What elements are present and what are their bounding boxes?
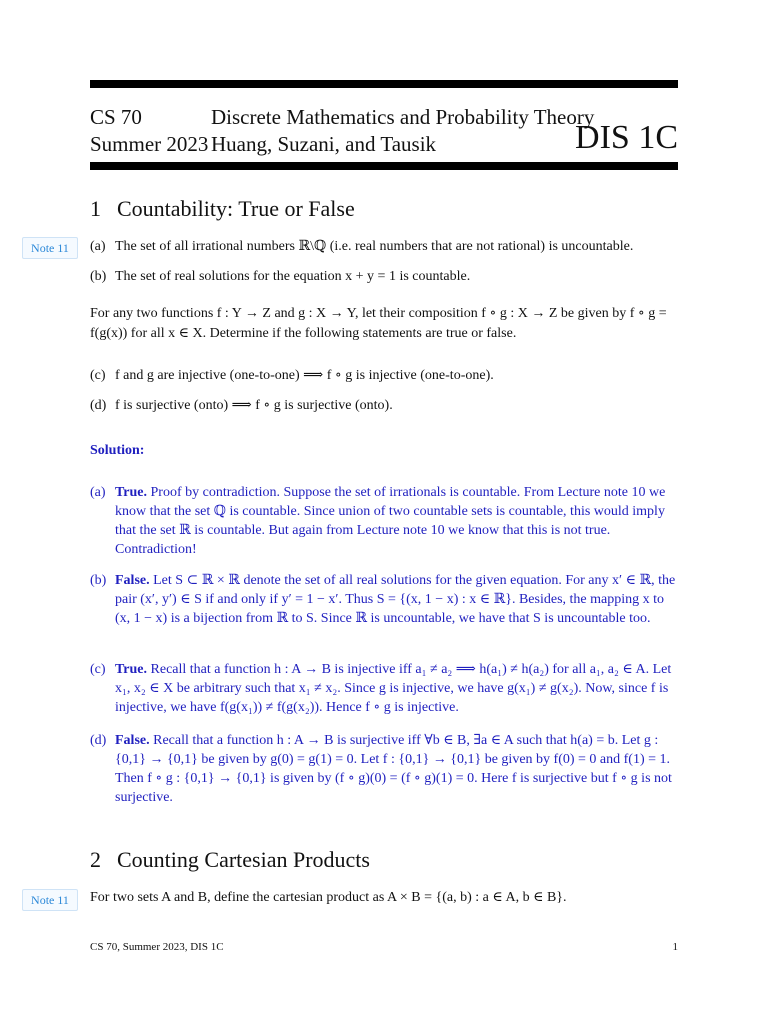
course-code: CS 70 xyxy=(90,105,142,129)
solution-c xyxy=(90,660,678,717)
solution-a-verdict: True. xyxy=(115,485,148,500)
note-link-section-2[interactable]: Note 11 xyxy=(22,889,78,911)
section-2-title: Counting Cartesian Products xyxy=(117,847,370,872)
question-b-label: (b) xyxy=(90,269,107,284)
note-link-section-1[interactable]: Note 11 xyxy=(22,237,78,259)
course-term: Summer 2023 xyxy=(90,132,209,156)
header-bottom-rule xyxy=(90,162,678,170)
solution-d xyxy=(90,731,678,807)
question-c xyxy=(90,366,678,385)
course-title: Discrete Mathematics and Probability Theory xyxy=(211,105,595,129)
solution-a-label: (a) xyxy=(90,485,106,500)
solution-a-text: Proof by contradiction. Suppose the set of irrationals is countable. From Lecture note 10 we know that the set ℚ is countable. Since union of two countable sets is countable, this would imply that the set ℝ is countable. But again from Lecture note 10 we know that this is not true. Contradiction! xyxy=(115,485,666,557)
question-a-label: (a) xyxy=(90,239,106,254)
discussion-id: DIS 1C xyxy=(575,119,678,156)
question-a xyxy=(90,237,678,256)
course-authors: Huang, Suzani, and Tausik xyxy=(211,132,437,156)
solution-c-label: (c) xyxy=(90,662,106,677)
solution-c-verdict: True. xyxy=(115,662,148,677)
question-d-text: f is surjective (onto) ⟹ f ∘ g is surjective (onto). xyxy=(115,398,393,413)
question-d-label: (d) xyxy=(90,398,107,413)
header-top-rule xyxy=(90,80,678,88)
solution-b-verdict: False. xyxy=(115,573,150,588)
solution-b-label: (b) xyxy=(90,573,107,588)
question-c-text: f and g are injective (one-to-one) ⟹ f ∘ g is injective (one-to-one). xyxy=(115,368,494,383)
section-1-heading xyxy=(90,195,355,223)
section-2-heading xyxy=(90,846,370,874)
solution-d-label: (d) xyxy=(90,733,107,748)
question-a-text: The set of all irrational numbers ℝ\ℚ (i.e. real numbers that are not rational) is uncountable. xyxy=(115,239,634,254)
footer-course: CS 70, Summer 2023, DIS 1C xyxy=(90,941,224,953)
question-b-text: The set of real solutions for the equation x + y = 1 is countable. xyxy=(115,269,471,284)
question-c-label: (c) xyxy=(90,368,106,383)
section-1-number: 1 xyxy=(90,196,101,221)
section-1-title: Countability: True or False xyxy=(117,196,355,221)
cartesian-intro: For two sets A and B, define the cartesian product as A × B = {(a, b) : a ∈ A, b ∈ B}. xyxy=(90,890,567,905)
solution-a xyxy=(90,483,678,559)
solution-d-text: Recall that a function h : A → B is surjective iff ∀b ∈ B, ∃a ∈ A such that h(a) = b. Let g : {0,1} → {0,1} be given by g(0) = g(1) = 0. Let f : {0,1} → {0,1} be given by f(0) = 0 and f(1) = 1. Then f ∘ g : {0,1} → {0,1} is given by (f ∘ g)(0) = (f ∘ g)(1) = 0. Here f is surjective but f ∘ g is not surjective. xyxy=(115,733,672,805)
solution-c-text: Recall that a function h : A → B is injective iff a₁ ≠ a₂ ⟹ h(a₁) ≠ h(a₂) for all a₁, a₂ ∈ A. Let x₁, x₂ ∈ X be arbitrary such that x₁ ≠ x₂. Since g is injective, we have g(x₁) ≠ g(x₂). Now, since f is injective, we have f(g(x₁)) ≠ f(g(x₂)). Hence f ∘ g is injective. xyxy=(115,662,672,715)
question-d xyxy=(90,396,678,415)
solution-b xyxy=(90,571,678,628)
solution-heading: Solution: xyxy=(90,443,145,458)
solution-b-text: Let S ⊂ ℝ × ℝ denote the set of all real solutions for the given equation. For any x′ ∈ ℝ, the pair (x′, y′) ∈ S if and only if y′ = 1 − x′. Thus S = {(x, 1 − x) : x ∈ ℝ}. Besides, the mapping x to (x, 1 − x) is a bijection from ℝ to S. Since ℝ is uncountable, we have that S is uncountable too. xyxy=(115,573,676,626)
question-b xyxy=(90,267,678,286)
page-number: 1 xyxy=(672,941,678,953)
solution-d-verdict: False. xyxy=(115,733,150,748)
section-2-number: 2 xyxy=(90,847,101,872)
composition-intro: For any two functions f : Y → Z and g : X → Y, let their composition f ∘ g : X → Z be given by f ∘ g = f(g(x)) for all x ∈ X. Determine if the following statements are true or false. xyxy=(90,306,667,341)
